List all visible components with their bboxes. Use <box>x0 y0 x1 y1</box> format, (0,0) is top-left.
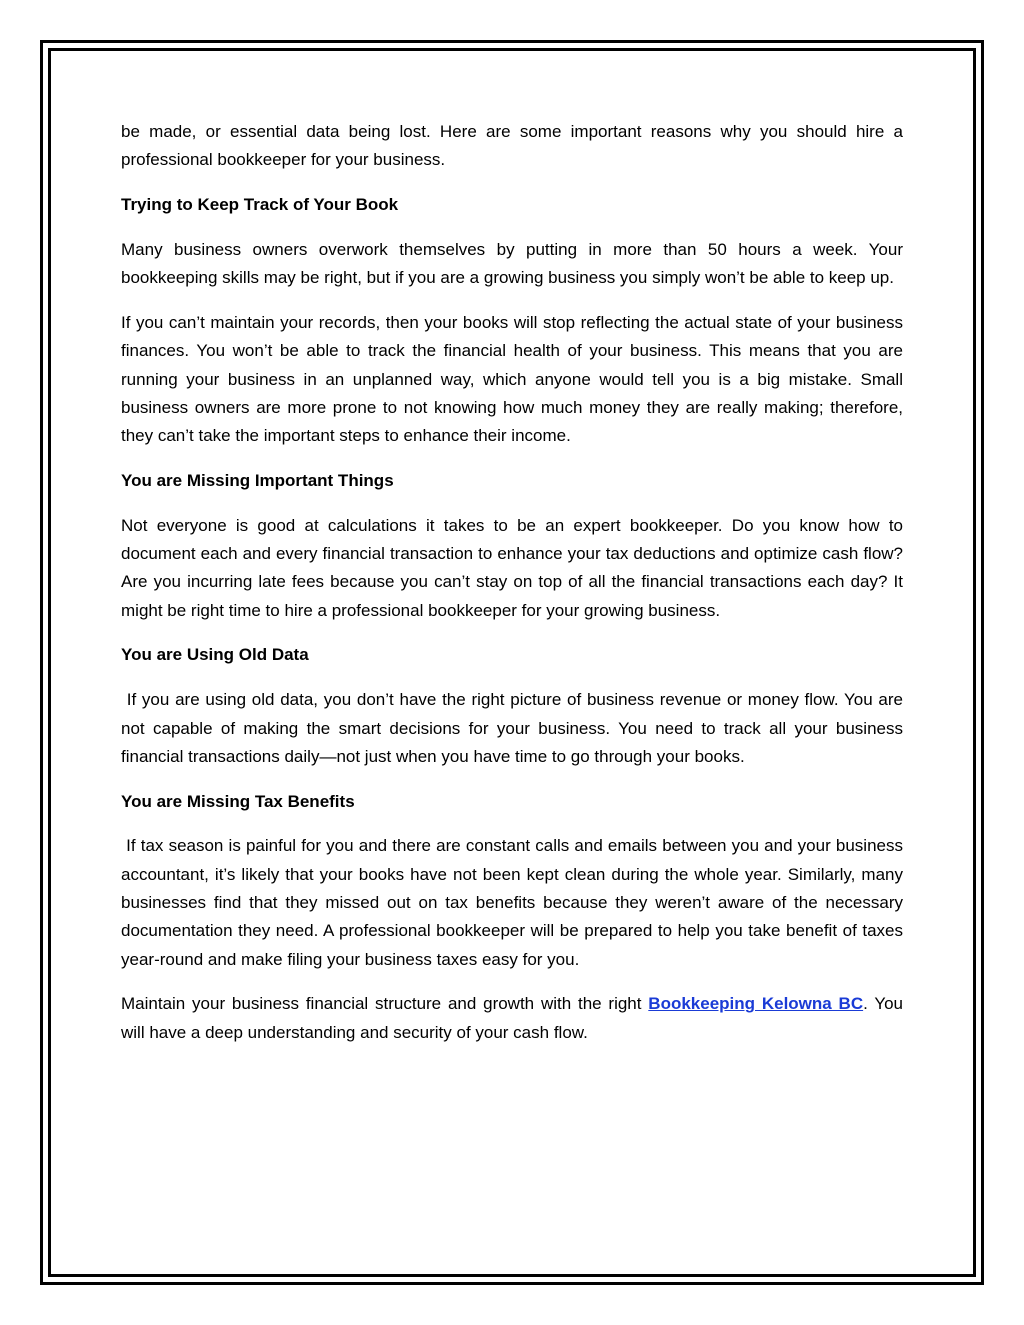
paragraph-old-data-text: If you are using old data, you don’t have the right picture of business revenue or money flow. You are not capable of making the smart decisions for your business. You need to track all your business financial transactions daily—not just when you have time to go through your books. <box>121 690 903 766</box>
bookkeeping-kelowna-link[interactable]: Bookkeeping Kelowna BC <box>648 994 864 1014</box>
closing-text-before: Maintain your business financial structure and growth with the right <box>121 994 649 1014</box>
paragraph-records: If you can’t maintain your records, then your books will stop reflecting the actual state of your business finances. You won’t be able to track the financial health of your business. This means that you are running your business in an unplanned way, which anyone would tell you is a big mistake. Small business owners are more prone to not knowing how much money they are really making; therefore, they can’t take the important steps to enhance their income. <box>121 312 903 446</box>
section-heading-old-data: You are Using Old Data <box>121 645 309 665</box>
paragraph-tax-season <box>121 832 903 973</box>
section-heading-tax-benefits: You are Missing Tax Benefits <box>121 791 355 811</box>
section-heading-missing-things: You are Missing Important Things <box>121 470 394 490</box>
paragraph-tax-season-text: If tax season is painful for you and there are constant calls and emails between you and your business accountant, it’s likely that your books have not been kept clean during the whole year. Similarly, many businesses find that they missed out on tax benefits because they weren’t aware of the necessary documentation they need. A professional bookkeeper will be prepared to help you take benefit of taxes year-round and make filing your business taxes easy for you. <box>121 836 903 969</box>
intro-paragraph: be made, or essential data being lost. Here are some important reasons why you should hire a professional bookkeeper for your business. <box>121 122 903 170</box>
paragraph-calculations: Not everyone is good at calculations it takes to be an expert bookkeeper. Do you know how to document each and every financial transaction to enhance your tax deductions and optimize cash flow? Are you incurring late fees because you can’t stay on top of all the financial transactions each day? It might be right time to hire a professional bookkeeper for your growing business. <box>121 515 903 620</box>
document-body <box>121 118 903 1064</box>
closing-paragraph <box>121 990 903 1047</box>
closing-text-after: . You will have a deep understanding and security of your cash flow. <box>121 994 904 1042</box>
section-heading-keep-track: Trying to Keep Track of Your Book <box>121 195 399 215</box>
paragraph-old-data <box>121 686 903 771</box>
paragraph-overwork: Many business owners overwork themselves by putting in more than 50 hours a week. Your bookkeeping skills may be right, but if you are a growing business you simply won’t be able to keep up. <box>121 239 903 288</box>
